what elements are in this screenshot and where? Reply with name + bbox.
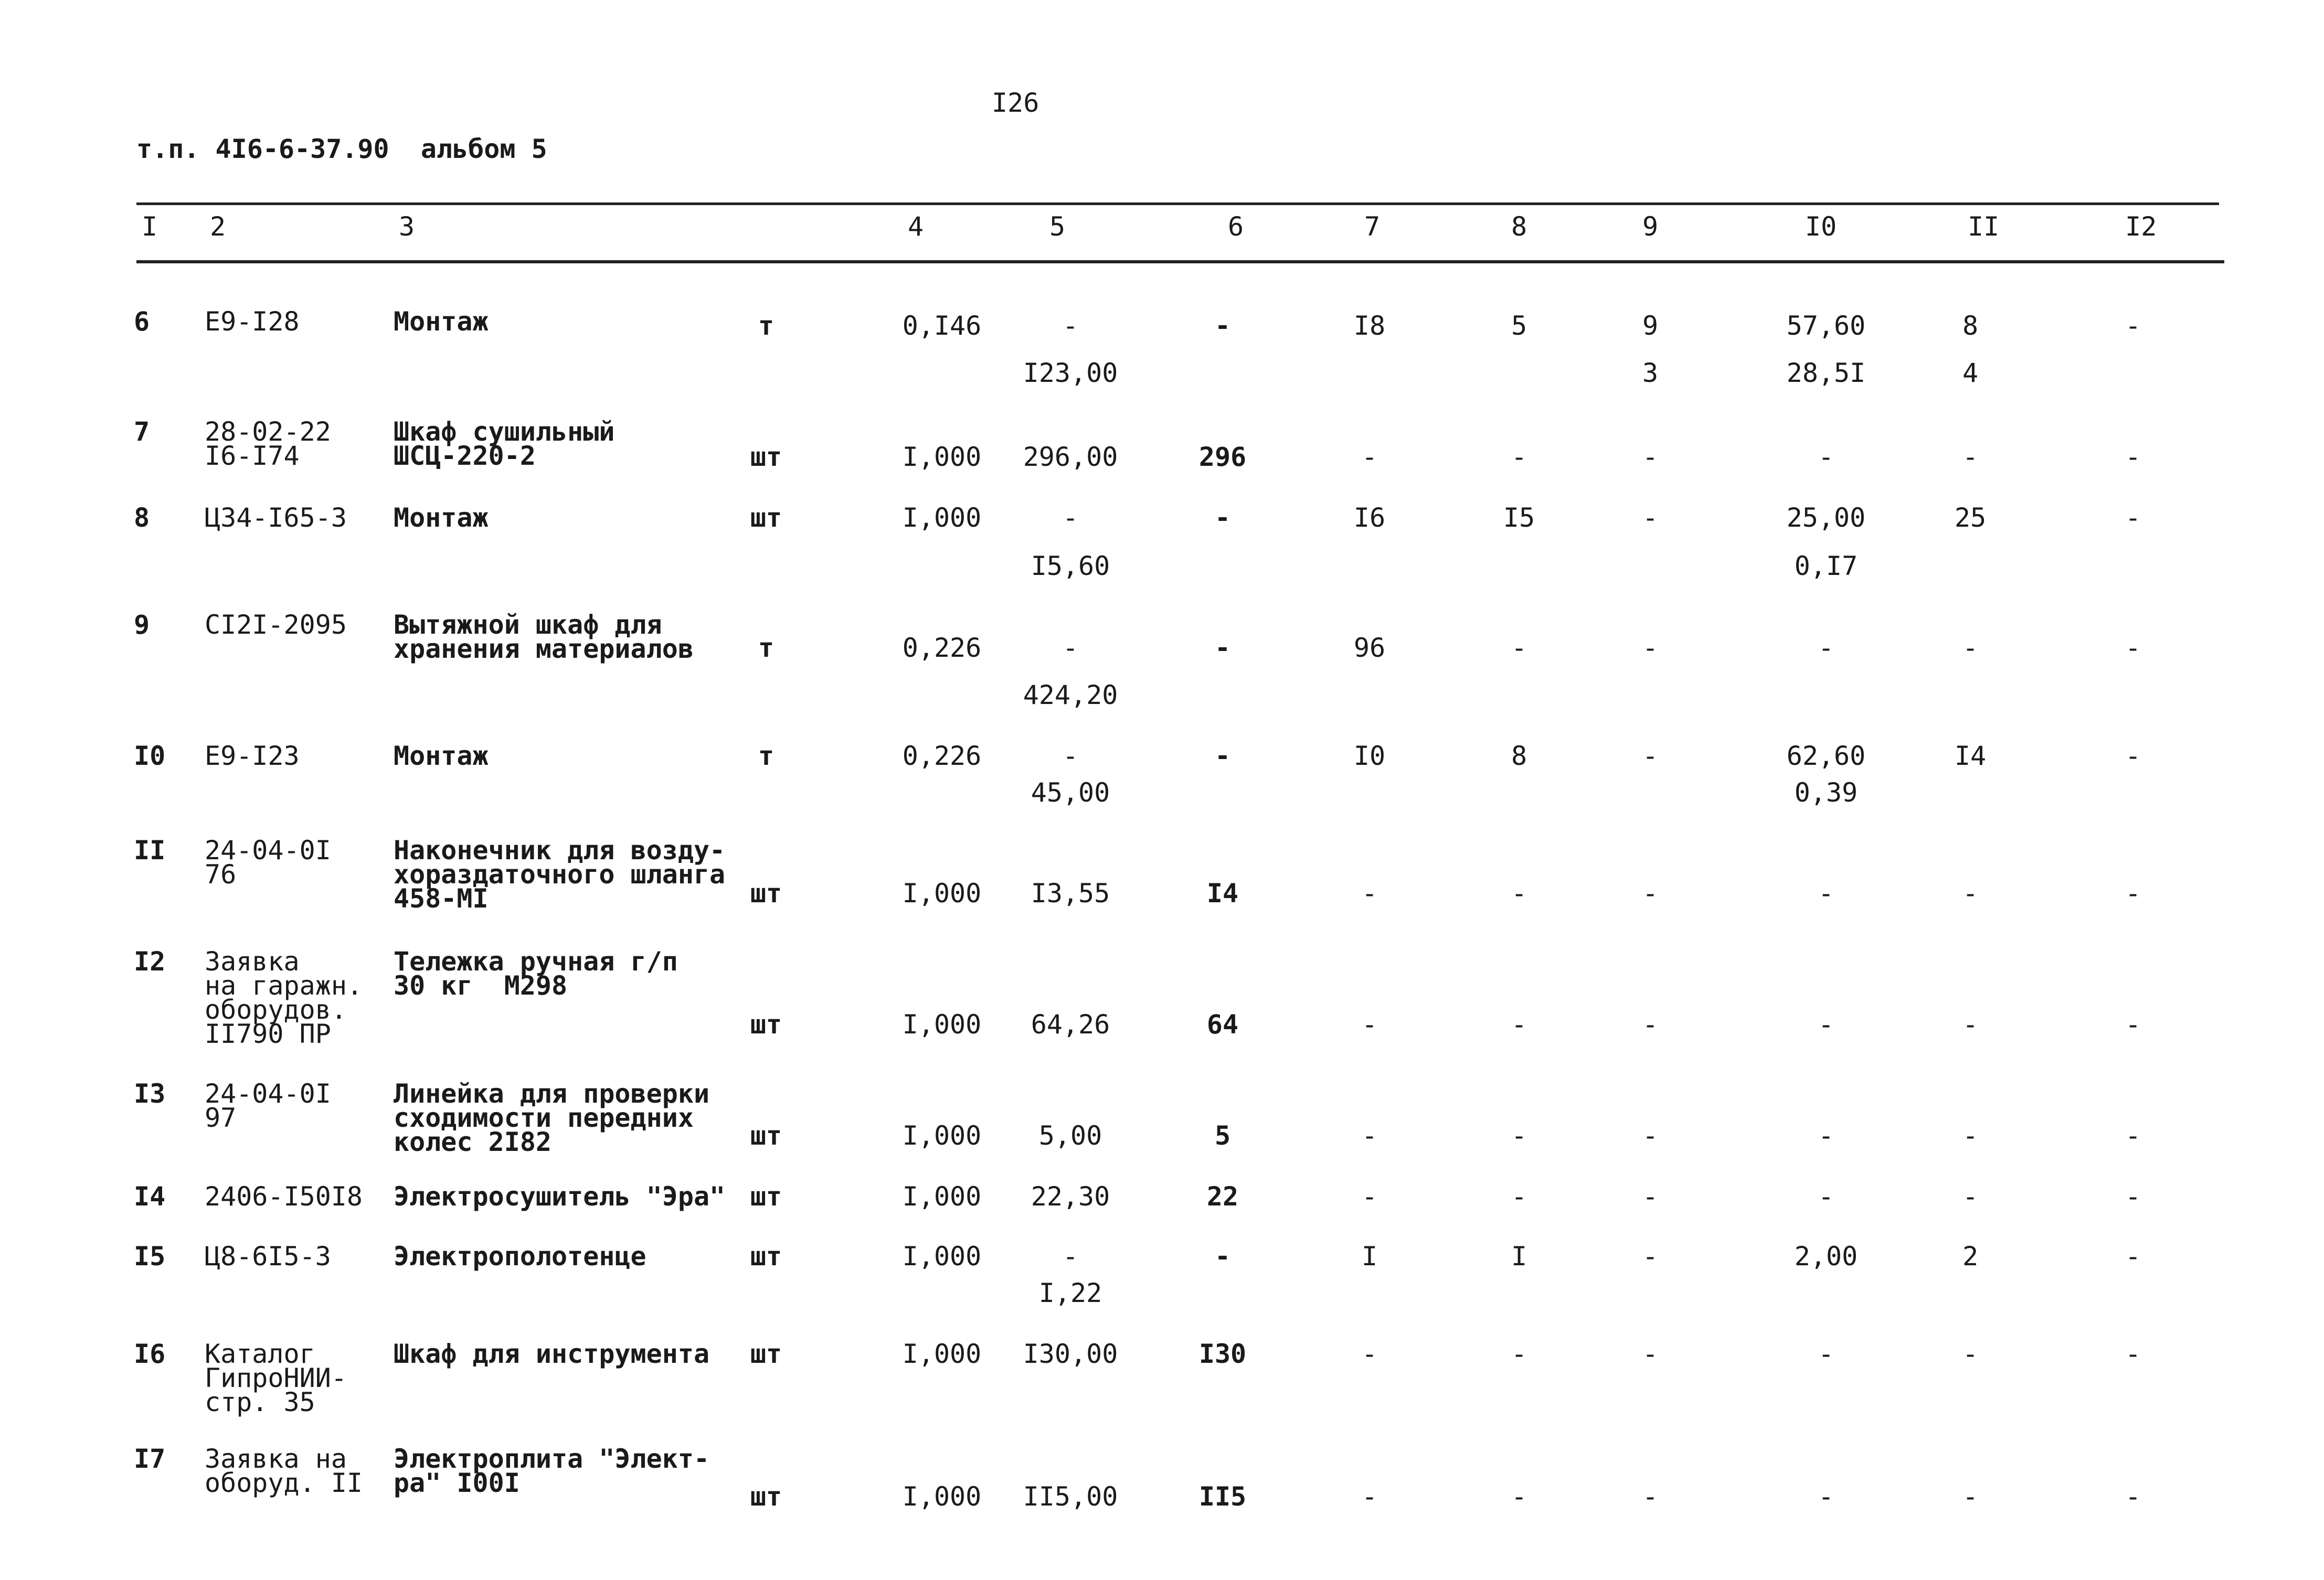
cell-c2: Каталог ГипроНИИ- стр. 35 [205, 1339, 347, 1417]
cell-c7: 96 [1353, 633, 1386, 663]
cell-c1: I2 [134, 946, 166, 977]
cell-c8: 5 [1511, 311, 1527, 341]
cell-c12: - [2125, 633, 2141, 663]
cell-c2: Заявка на оборуд. II [205, 1444, 363, 1498]
cell-c4: 0,226 [902, 633, 982, 663]
cell-c5b: I5,60 [1031, 551, 1110, 581]
cell-c1: I3 [134, 1079, 166, 1109]
cell-c3: Монтаж [394, 503, 489, 533]
column-header-6: 6 [1228, 211, 1244, 242]
cell-c8: - [1511, 1339, 1527, 1369]
cell-c1: I5 [134, 1241, 166, 1272]
cell-c9b: 3 [1642, 358, 1659, 388]
cell-c1: I0 [134, 741, 166, 771]
cell-c9: 9 [1642, 311, 1659, 341]
cell-c2: 28-02-22 I6-I74 [205, 417, 331, 471]
cell-c2: 24-04-0I 76 [205, 835, 331, 890]
cell-c9: - [1642, 741, 1659, 771]
cell-c3: Шкаф сушильный ШСЦ-220-2 [394, 417, 615, 471]
cell-c3: Линейка для проверки сходимости передних колес 2I82 [394, 1079, 710, 1157]
cell-c9: - [1642, 878, 1659, 909]
cell-c5: 5,00 [1038, 1120, 1102, 1151]
cell-c11: - [1962, 1481, 1979, 1512]
cell-c2: 2406-I50I8 [205, 1181, 363, 1212]
cell-c4: I,000 [902, 1241, 982, 1272]
cell-c5: I30,00 [1023, 1339, 1118, 1369]
cell-c5: - [1062, 503, 1079, 533]
cell-c7: - [1361, 1009, 1378, 1040]
cell-c12: - [2125, 1339, 2141, 1369]
column-header-11: II [1968, 211, 2000, 242]
cell-c3: Наконечник для возду- хораздаточного шланга 458-МI [394, 835, 726, 914]
cell-c1: 7 [134, 417, 150, 447]
cell-c12: - [2125, 1241, 2141, 1272]
cell-c6: 64 [1206, 1009, 1239, 1040]
cell-c6: - [1214, 311, 1231, 341]
cell-c2: 24-04-0I 97 [205, 1079, 331, 1133]
cell-c10: - [1818, 878, 1834, 909]
cell-c12: - [2125, 1481, 2141, 1512]
cell-c9: - [1642, 503, 1659, 533]
cell-c4: I,000 [902, 1181, 982, 1212]
cell-c4: I,000 [902, 442, 982, 472]
cell-c5b: I23,00 [1023, 358, 1118, 388]
cell-unit: шт [750, 1009, 782, 1040]
column-header-9: 9 [1642, 211, 1659, 242]
cell-c8: I [1511, 1241, 1527, 1272]
cell-c10: 25,00 [1786, 503, 1866, 533]
cell-c10b: 0,I7 [1794, 551, 1858, 581]
cell-c7: I0 [1353, 741, 1386, 771]
cell-c7: - [1361, 442, 1378, 472]
cell-c10: 57,60 [1786, 311, 1866, 341]
column-header-7: 7 [1364, 211, 1381, 242]
cell-c10: 2,00 [1794, 1241, 1858, 1272]
cell-c1: I6 [134, 1339, 166, 1369]
cell-c8: - [1511, 633, 1527, 663]
cell-c11: - [1962, 1009, 1979, 1040]
column-header-12: I2 [2125, 211, 2157, 242]
cell-c11: - [1962, 442, 1979, 472]
cell-c1: 6 [134, 306, 150, 337]
cell-c10: - [1818, 1339, 1834, 1369]
cell-c7: I8 [1353, 311, 1386, 341]
column-header-4: 4 [908, 211, 924, 242]
cell-c5b: I,22 [1038, 1278, 1102, 1308]
cell-c11: 2 [1962, 1241, 1979, 1272]
cell-c12: - [2125, 1009, 2141, 1040]
cell-c11: - [1962, 633, 1979, 663]
cell-c10: 62,60 [1786, 741, 1866, 771]
cell-c5: - [1062, 633, 1079, 663]
cell-unit: шт [750, 1181, 782, 1212]
cell-c2: Заявка на гаражн. оборудов. II790 ПР [205, 946, 363, 1049]
cell-c8: - [1511, 442, 1527, 472]
column-header-3: 3 [399, 211, 415, 242]
cell-c3: Электрополотенце [394, 1241, 646, 1272]
cell-c11: I4 [1954, 741, 1987, 771]
cell-c12: - [2125, 1181, 2141, 1212]
document-reference: т.п. 4I6-6-37.90 альбом 5 [136, 134, 547, 164]
cell-c3: Монтаж [394, 306, 489, 337]
cell-c5: 22,30 [1031, 1181, 1110, 1212]
cell-c3: Вытяжной шкаф для хранения материалов [394, 610, 694, 664]
cell-unit: т [758, 741, 774, 771]
cell-unit: шт [750, 442, 782, 472]
cell-c4: 0,I46 [902, 311, 982, 341]
cell-c4: 0,226 [902, 741, 982, 771]
cell-c10: - [1818, 442, 1834, 472]
cell-c7: I6 [1353, 503, 1386, 533]
cell-c11: - [1962, 1120, 1979, 1151]
cell-c4: I,000 [902, 503, 982, 533]
cell-c11: 8 [1962, 311, 1979, 341]
cell-c3: Шкаф для инструмента [394, 1339, 710, 1369]
cell-unit: т [758, 633, 774, 663]
cell-c5b: 45,00 [1031, 777, 1110, 808]
column-header-1: I [142, 211, 158, 242]
column-header-5: 5 [1049, 211, 1066, 242]
cell-c9: - [1642, 442, 1659, 472]
cell-c9: - [1642, 1120, 1659, 1151]
cell-c1: II [134, 835, 166, 866]
cell-unit: шт [750, 1241, 782, 1272]
cell-c2: Ц8-6I5-3 [205, 1241, 331, 1272]
cell-c11: 25 [1954, 503, 1987, 533]
cell-c8: - [1511, 1481, 1527, 1512]
cell-unit: шт [750, 503, 782, 533]
page-number: I26 [992, 88, 1039, 118]
cell-c5: I3,55 [1031, 878, 1110, 909]
cell-c7: - [1361, 1481, 1378, 1512]
column-header-8: 8 [1511, 211, 1527, 242]
cell-c12: - [2125, 311, 2141, 341]
cell-c6: 296 [1198, 442, 1247, 472]
cell-c12: - [2125, 741, 2141, 771]
cell-c7: I [1361, 1241, 1378, 1272]
cell-c10b: 0,39 [1794, 777, 1858, 808]
cell-c3: Электросушитель "Эра" [394, 1181, 726, 1212]
cell-c10: - [1818, 1009, 1834, 1040]
cell-c10: - [1818, 1481, 1834, 1512]
cell-c11b: 4 [1962, 358, 1979, 388]
cell-c10: - [1818, 1181, 1834, 1212]
cell-c6: 22 [1206, 1181, 1239, 1212]
cell-c7: - [1361, 1339, 1378, 1369]
cell-unit: шт [750, 1120, 782, 1151]
cell-c4: I,000 [902, 878, 982, 909]
cell-c8: - [1511, 1181, 1527, 1212]
cell-c12: - [2125, 1120, 2141, 1151]
cell-c12: - [2125, 442, 2141, 472]
cell-c8: - [1511, 1009, 1527, 1040]
cell-unit: шт [750, 878, 782, 909]
cell-c12: - [2125, 503, 2141, 533]
cell-c11: - [1962, 1181, 1979, 1212]
cell-unit: шт [750, 1481, 782, 1512]
cell-c6: - [1214, 633, 1231, 663]
cell-c10: - [1818, 1120, 1834, 1151]
cell-c5: - [1062, 1241, 1079, 1272]
cell-c8: I5 [1503, 503, 1535, 533]
cell-c4: I,000 [902, 1009, 982, 1040]
cell-c6: - [1214, 1241, 1231, 1272]
cell-c9: - [1642, 633, 1659, 663]
cell-c10b: 28,5I [1786, 358, 1866, 388]
cell-c5: II5,00 [1023, 1481, 1118, 1512]
cell-c4: I,000 [902, 1120, 982, 1151]
cell-c5b: 424,20 [1023, 680, 1118, 710]
cell-c8: - [1511, 878, 1527, 909]
column-header-10: I0 [1805, 211, 1837, 242]
cell-c3: Тележка ручная г/п 30 кг М298 [394, 946, 678, 1001]
cell-c10: - [1818, 633, 1834, 663]
cell-c6: I4 [1206, 878, 1239, 909]
table-top-rule [136, 202, 2219, 205]
column-header-2: 2 [210, 211, 226, 242]
cell-c8: 8 [1511, 741, 1527, 771]
cell-c9: - [1642, 1241, 1659, 1272]
cell-c9: - [1642, 1481, 1659, 1512]
cell-c4: I,000 [902, 1339, 982, 1369]
cell-c5: - [1062, 311, 1079, 341]
cell-c1: I4 [134, 1181, 166, 1212]
cell-c2: CI2I-2095 [205, 610, 347, 640]
cell-c11: - [1962, 1339, 1979, 1369]
cell-c6: - [1214, 741, 1231, 771]
cell-c6: I30 [1198, 1339, 1247, 1369]
cell-c7: - [1361, 1120, 1378, 1151]
cell-c7: - [1361, 878, 1378, 909]
cell-c4: I,000 [902, 1481, 982, 1512]
cell-c9: - [1642, 1339, 1659, 1369]
cell-c6: - [1214, 503, 1231, 533]
table-header-rule [136, 260, 2224, 263]
cell-c5: - [1062, 741, 1079, 771]
cell-c7: - [1361, 1181, 1378, 1212]
cell-c1: 9 [134, 610, 150, 640]
cell-c6: 5 [1214, 1120, 1231, 1151]
cell-c5: 296,00 [1023, 442, 1118, 472]
cell-c2: Ц34-I65-3 [205, 503, 347, 533]
cell-c6: II5 [1198, 1481, 1247, 1512]
cell-c3: Электроплита "Элект- ра" I00I [394, 1444, 710, 1498]
cell-c9: - [1642, 1181, 1659, 1212]
cell-c11: - [1962, 878, 1979, 909]
cell-c1: I7 [134, 1444, 166, 1474]
cell-c8: - [1511, 1120, 1527, 1151]
cell-c12: - [2125, 878, 2141, 909]
cell-c2: E9-I23 [205, 741, 300, 771]
cell-c2: E9-I28 [205, 306, 300, 337]
cell-c1: 8 [134, 503, 150, 533]
cell-unit: т [758, 311, 774, 341]
cell-c9: - [1642, 1009, 1659, 1040]
cell-unit: шт [750, 1339, 782, 1369]
cell-c3: Монтаж [394, 741, 489, 771]
cell-c5: 64,26 [1031, 1009, 1110, 1040]
